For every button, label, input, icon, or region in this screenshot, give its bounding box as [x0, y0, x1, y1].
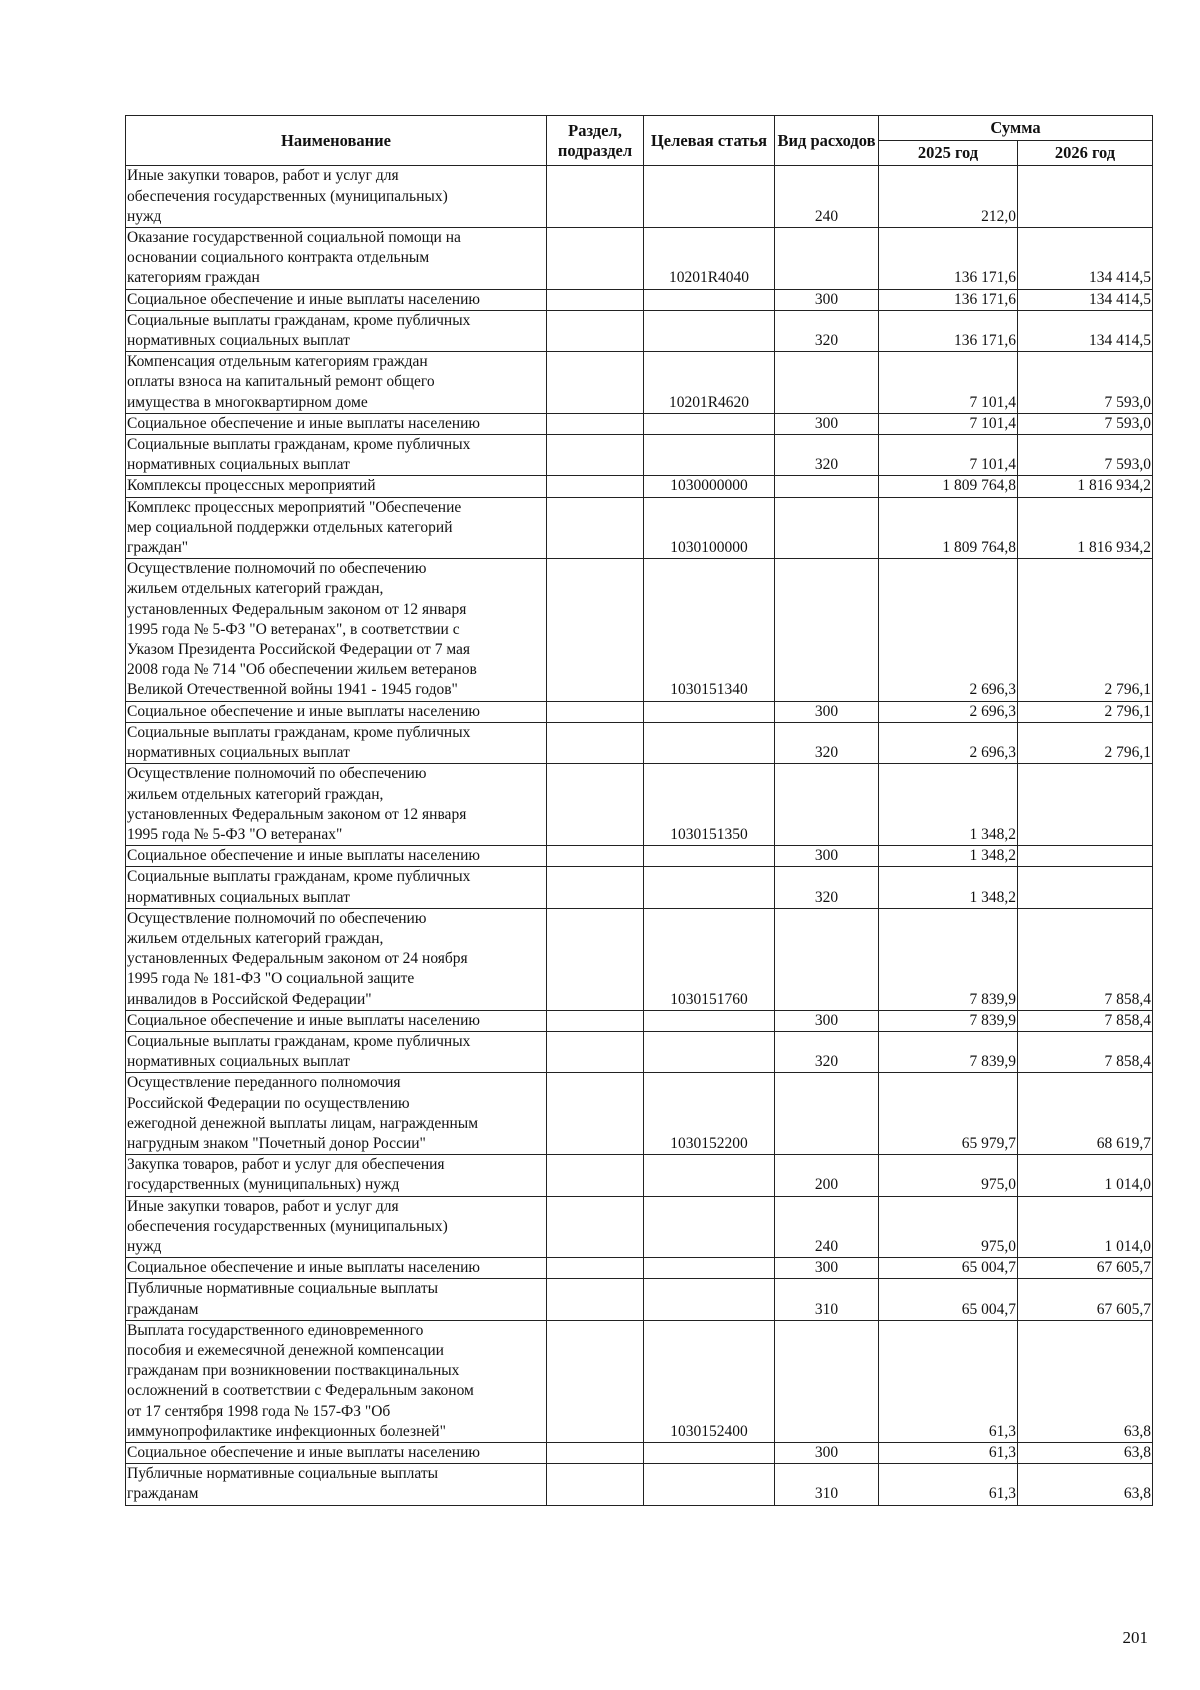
- cell-2025: 2 696,3: [879, 722, 1018, 763]
- cell-2025: 1 809 764,8: [879, 476, 1018, 497]
- cell-section: [547, 435, 644, 476]
- cell-name: Социальное обеспечение и иные выплаты населению: [126, 1010, 547, 1031]
- cell-2025: 2 696,3: [879, 701, 1018, 722]
- cell-target: [644, 1279, 775, 1320]
- cell-kind: 320: [775, 722, 879, 763]
- cell-2025: 65 004,7: [879, 1279, 1018, 1320]
- cell-target: [644, 289, 775, 310]
- cell-section: [547, 559, 644, 701]
- cell-2025: 7 839,9: [879, 1031, 1018, 1072]
- header-kind: Вид расходов: [775, 116, 879, 166]
- cell-2025: 1 348,2: [879, 846, 1018, 867]
- cell-target: 1030152200: [644, 1073, 775, 1155]
- cell-target: 1030151350: [644, 764, 775, 846]
- cell-2026: 63,8: [1018, 1464, 1153, 1505]
- cell-target: [644, 722, 775, 763]
- cell-name: Социальное обеспечение и иные выплаты населению: [126, 1258, 547, 1279]
- cell-target: 10201R4040: [644, 228, 775, 290]
- cell-2026: 1 014,0: [1018, 1196, 1153, 1258]
- cell-2025: 1 809 764,8: [879, 497, 1018, 559]
- cell-2025: 65 979,7: [879, 1073, 1018, 1155]
- cell-2025: 136 171,6: [879, 228, 1018, 290]
- cell-kind: 320: [775, 1031, 879, 1072]
- cell-name: Осуществление полномочий по обеспечению жильем отдельных категорий граждан, установленных Федеральным законом от 12 января 1995 года № 5-ФЗ "О ветеранах", в соответствии с Указом Президента Российской Федерации от 7 мая 2008 года № 714 "Об обеспечении жильем ветеранов Великой Отечественной войны 1941 - 1945 годов": [126, 559, 547, 701]
- cell-2026: 1 816 934,2: [1018, 497, 1153, 559]
- cell-target: 1030151340: [644, 559, 775, 701]
- cell-section: [547, 1155, 644, 1196]
- cell-target: [644, 435, 775, 476]
- cell-kind: 300: [775, 846, 879, 867]
- table-row: [126, 497, 1153, 559]
- table-row: [126, 1279, 1153, 1320]
- cell-2025: 1 348,2: [879, 764, 1018, 846]
- cell-target: [644, 846, 775, 867]
- budget-table: [125, 115, 1153, 1506]
- cell-target: 1030100000: [644, 497, 775, 559]
- cell-2026: 68 619,7: [1018, 1073, 1153, 1155]
- table-row: [126, 559, 1153, 701]
- cell-kind: 310: [775, 1464, 879, 1505]
- cell-kind: 300: [775, 1010, 879, 1031]
- cell-target: [644, 310, 775, 351]
- cell-target: [644, 413, 775, 434]
- cell-target: [644, 1443, 775, 1464]
- cell-section: [547, 476, 644, 497]
- table-row: [126, 908, 1153, 1010]
- table-row: [126, 1031, 1153, 1072]
- cell-2026: 134 414,5: [1018, 310, 1153, 351]
- cell-kind: [775, 559, 879, 701]
- cell-name: Социальные выплаты гражданам, кроме публичных нормативных социальных выплат: [126, 435, 547, 476]
- table-row: [126, 1073, 1153, 1155]
- cell-2026: 7 858,4: [1018, 1031, 1153, 1072]
- cell-kind: 300: [775, 289, 879, 310]
- cell-section: [547, 908, 644, 1010]
- cell-kind: 310: [775, 1279, 879, 1320]
- header-target: Целевая статья: [644, 116, 775, 166]
- cell-name: Закупка товаров, работ и услуг для обеспечения государственных (муниципальных) нужд: [126, 1155, 547, 1196]
- cell-2025: 136 171,6: [879, 289, 1018, 310]
- cell-name: Публичные нормативные социальные выплаты гражданам: [126, 1279, 547, 1320]
- cell-2025: 61,3: [879, 1464, 1018, 1505]
- cell-kind: [775, 1073, 879, 1155]
- cell-name: Иные закупки товаров, работ и услуг для обеспечения государственных (муниципальных) нужд: [126, 1196, 547, 1258]
- cell-section: [547, 1464, 644, 1505]
- cell-target: [644, 701, 775, 722]
- cell-section: [547, 846, 644, 867]
- cell-target: [644, 1031, 775, 1072]
- cell-section: [547, 166, 644, 228]
- cell-name: Социальные выплаты гражданам, кроме публичных нормативных социальных выплат: [126, 310, 547, 351]
- cell-kind: 300: [775, 1258, 879, 1279]
- table-row: [126, 764, 1153, 846]
- cell-name: Социальное обеспечение и иные выплаты населению: [126, 701, 547, 722]
- header-name: Наименование: [126, 116, 547, 166]
- cell-name: Выплата государственного единовременного пособия и ежемесячной денежной компенсации гражданам при возникновении поствакцинальных осложнений в соответствии с Федеральным законом от 17 сентября 1998 года № 157-ФЗ "Об иммунопрофилактике инфекционных болезней": [126, 1320, 547, 1442]
- table-row: [126, 435, 1153, 476]
- cell-name: Осуществление полномочий по обеспечению жильем отдельных категорий граждан, установленных Федеральным законом от 12 января 1995 года № 5-ФЗ "О ветеранах": [126, 764, 547, 846]
- cell-name: Комплексы процессных мероприятий: [126, 476, 547, 497]
- cell-2025: 136 171,6: [879, 310, 1018, 351]
- cell-2026: 7 593,0: [1018, 352, 1153, 414]
- cell-section: [547, 1258, 644, 1279]
- cell-section: [547, 352, 644, 414]
- cell-2026: 2 796,1: [1018, 722, 1153, 763]
- cell-2026: 7 593,0: [1018, 435, 1153, 476]
- cell-kind: [775, 476, 879, 497]
- cell-name: Публичные нормативные социальные выплаты гражданам: [126, 1464, 547, 1505]
- cell-section: [547, 1196, 644, 1258]
- cell-section: [547, 1320, 644, 1442]
- cell-name: Комплекс процессных мероприятий "Обеспечение мер социальной поддержки отдельных категорий граждан": [126, 497, 547, 559]
- cell-section: [547, 497, 644, 559]
- cell-target: [644, 1010, 775, 1031]
- cell-target: [644, 1464, 775, 1505]
- table-row: [126, 289, 1153, 310]
- cell-kind: 300: [775, 1443, 879, 1464]
- cell-section: [547, 1010, 644, 1031]
- table-row: [126, 413, 1153, 434]
- cell-target: [644, 1196, 775, 1258]
- cell-kind: [775, 497, 879, 559]
- cell-section: [547, 289, 644, 310]
- table-row: [126, 228, 1153, 290]
- cell-name: Осуществление переданного полномочия Российской Федерации по осуществлению ежегодной денежной выплаты лицам, награжденным нагрудным знаком "Почетный донор России": [126, 1073, 547, 1155]
- cell-2026: [1018, 166, 1153, 228]
- cell-2026: 7 858,4: [1018, 1010, 1153, 1031]
- cell-name: Иные закупки товаров, работ и услуг для обеспечения государственных (муниципальных) нужд: [126, 166, 547, 228]
- header-sum: Сумма: [879, 116, 1153, 141]
- cell-name: Осуществление полномочий по обеспечению жильем отдельных категорий граждан, установленных Федеральным законом от 24 ноября 1995 года № 181-ФЗ "О социальной защите инвалидов в Российской Федерации": [126, 908, 547, 1010]
- cell-section: [547, 1073, 644, 1155]
- cell-2026: 2 796,1: [1018, 701, 1153, 722]
- cell-target: 1030151760: [644, 908, 775, 1010]
- cell-2025: 61,3: [879, 1443, 1018, 1464]
- cell-kind: 320: [775, 867, 879, 908]
- cell-2025: 975,0: [879, 1155, 1018, 1196]
- cell-name: Компенсация отдельным категориям граждан оплаты взноса на капитальный ремонт общего имущества в многоквартирном доме: [126, 352, 547, 414]
- cell-2025: 975,0: [879, 1196, 1018, 1258]
- cell-2025: 212,0: [879, 166, 1018, 228]
- cell-2026: [1018, 867, 1153, 908]
- table-row: [126, 310, 1153, 351]
- cell-2026: 1 014,0: [1018, 1155, 1153, 1196]
- header-year-2026: 2026 год: [1018, 141, 1153, 166]
- cell-kind: 240: [775, 1196, 879, 1258]
- cell-section: [547, 1031, 644, 1072]
- table-row: [126, 166, 1153, 228]
- cell-2026: [1018, 846, 1153, 867]
- page-number: 201: [1122, 1628, 1148, 1647]
- cell-target: 1030000000: [644, 476, 775, 497]
- table-row: [126, 1320, 1153, 1442]
- cell-target: [644, 166, 775, 228]
- cell-kind: 300: [775, 413, 879, 434]
- cell-target: 1030152400: [644, 1320, 775, 1442]
- cell-kind: 320: [775, 435, 879, 476]
- cell-2026: 7 858,4: [1018, 908, 1153, 1010]
- cell-2026: 67 605,7: [1018, 1279, 1153, 1320]
- cell-section: [547, 701, 644, 722]
- cell-section: [547, 228, 644, 290]
- cell-2025: 7 101,4: [879, 352, 1018, 414]
- table-row: [126, 1010, 1153, 1031]
- cell-name: Социальные выплаты гражданам, кроме публичных нормативных социальных выплат: [126, 1031, 547, 1072]
- table-row: [126, 476, 1153, 497]
- cell-2026: 134 414,5: [1018, 228, 1153, 290]
- cell-2025: 1 348,2: [879, 867, 1018, 908]
- cell-name: Оказание государственной социальной помощи на основании социального контракта отдельным категориям граждан: [126, 228, 547, 290]
- cell-target: 10201R4620: [644, 352, 775, 414]
- table-row: [126, 722, 1153, 763]
- cell-target: [644, 1155, 775, 1196]
- cell-kind: [775, 228, 879, 290]
- table-row: [126, 1443, 1153, 1464]
- cell-2026: 1 816 934,2: [1018, 476, 1153, 497]
- cell-kind: 320: [775, 310, 879, 351]
- cell-kind: 300: [775, 701, 879, 722]
- cell-name: Социальное обеспечение и иные выплаты населению: [126, 413, 547, 434]
- cell-2025: 7 839,9: [879, 1010, 1018, 1031]
- cell-section: [547, 867, 644, 908]
- cell-2025: 65 004,7: [879, 1258, 1018, 1279]
- cell-kind: [775, 352, 879, 414]
- cell-target: [644, 1258, 775, 1279]
- table-header: [126, 116, 1153, 166]
- cell-2025: 7 839,9: [879, 908, 1018, 1010]
- cell-section: [547, 413, 644, 434]
- cell-2026: 7 593,0: [1018, 413, 1153, 434]
- cell-section: [547, 310, 644, 351]
- cell-section: [547, 1443, 644, 1464]
- table-row: [126, 1464, 1153, 1505]
- cell-2025: 7 101,4: [879, 413, 1018, 434]
- cell-2026: 134 414,5: [1018, 289, 1153, 310]
- table-row: [126, 352, 1153, 414]
- table-body: [126, 166, 1153, 1505]
- cell-kind: [775, 908, 879, 1010]
- cell-kind: [775, 1320, 879, 1442]
- cell-name: Социальное обеспечение и иные выплаты населению: [126, 1443, 547, 1464]
- table-row: [126, 1196, 1153, 1258]
- cell-section: [547, 764, 644, 846]
- cell-2026: 2 796,1: [1018, 559, 1153, 701]
- table-row: [126, 1258, 1153, 1279]
- cell-2025: 7 101,4: [879, 435, 1018, 476]
- cell-section: [547, 722, 644, 763]
- cell-name: Социальные выплаты гражданам, кроме публичных нормативных социальных выплат: [126, 722, 547, 763]
- table-row: [126, 867, 1153, 908]
- cell-2026: 63,8: [1018, 1443, 1153, 1464]
- table-row: [126, 1155, 1153, 1196]
- cell-target: [644, 867, 775, 908]
- table-row: [126, 701, 1153, 722]
- header-section: Раздел, подраздел: [547, 116, 644, 166]
- cell-2025: 61,3: [879, 1320, 1018, 1442]
- header-year-2025: 2025 год: [879, 141, 1018, 166]
- cell-kind: [775, 764, 879, 846]
- cell-kind: 240: [775, 166, 879, 228]
- cell-2025: 2 696,3: [879, 559, 1018, 701]
- cell-2026: 67 605,7: [1018, 1258, 1153, 1279]
- cell-name: Социальное обеспечение и иные выплаты населению: [126, 289, 547, 310]
- cell-name: Социальное обеспечение и иные выплаты населению: [126, 846, 547, 867]
- cell-kind: 200: [775, 1155, 879, 1196]
- cell-section: [547, 1279, 644, 1320]
- cell-name: Социальные выплаты гражданам, кроме публичных нормативных социальных выплат: [126, 867, 547, 908]
- table-row: [126, 846, 1153, 867]
- cell-2026: 63,8: [1018, 1320, 1153, 1442]
- cell-2026: [1018, 764, 1153, 846]
